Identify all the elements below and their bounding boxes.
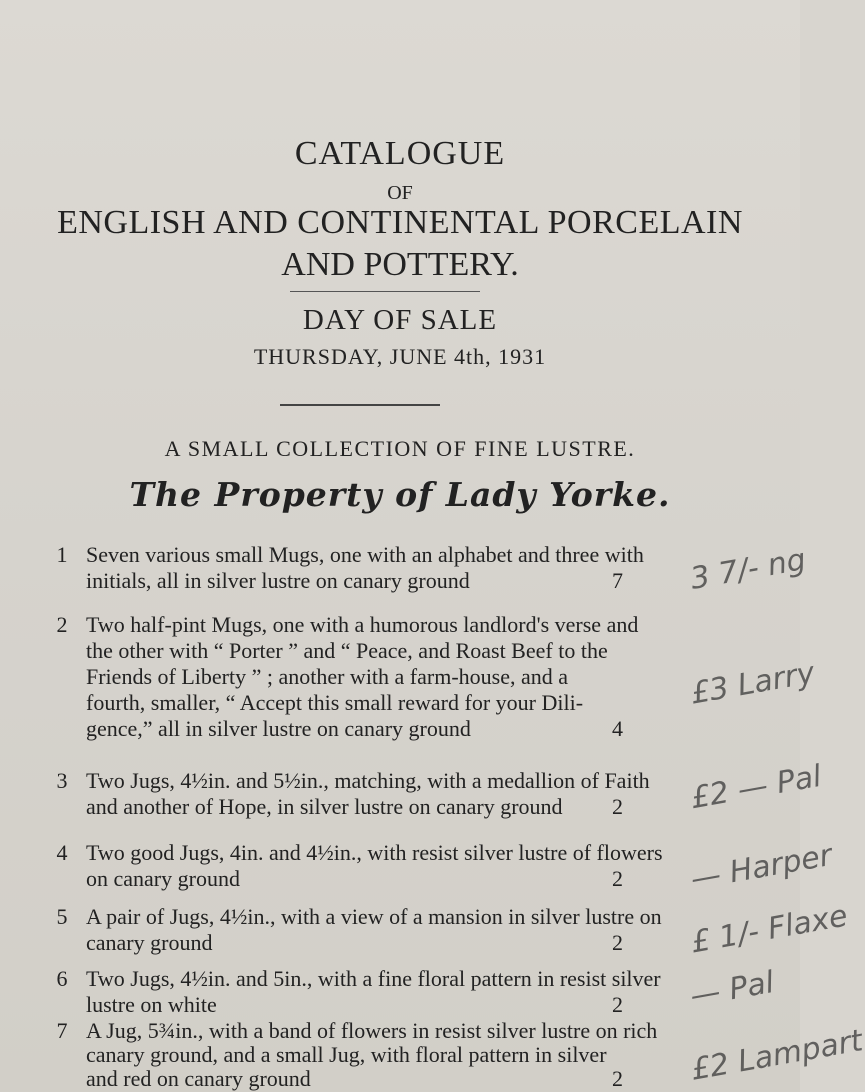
lot-description-line: canary ground, and a small Jug, with floral pattern in silver	[86, 1042, 607, 1067]
handwritten-annotation: — Pal	[687, 964, 777, 1015]
lot-quantity: 2	[612, 1066, 623, 1091]
lot-description-line: and another of Hope, in silver lustre on canary ground	[86, 794, 563, 819]
lot-description-line: initials, all in silver lustre on canary ground	[86, 568, 470, 593]
lot-number: 2	[56, 612, 68, 637]
lot-quantity: 7	[612, 568, 623, 593]
lot-description-line: and red on canary ground	[86, 1066, 311, 1091]
lot-number: 6	[56, 966, 68, 991]
lot-description-line: Seven various small Mugs, one with an alphabet and three with	[86, 542, 644, 567]
handwritten-annotation: £ 1/- Flaxe	[688, 898, 851, 961]
day-of-sale-heading: DAY OF SALE	[302, 304, 498, 336]
lot-description-line: A Jug, 5¾in., with a band of flowers in resist silver lustre on rich	[86, 1018, 658, 1043]
handwritten-annotation: £2 — Pal	[687, 758, 825, 817]
lot-number: 5	[56, 904, 68, 929]
handwritten-annotation: — Harper	[688, 837, 835, 898]
lot-description-line: the other with “ Porter ” and “ Peace, and Roast Beef to the	[86, 638, 608, 663]
lot-description-line: Two half-pint Mugs, one with a humorous landlord's verse and	[86, 612, 639, 637]
collection-heading: A SMALL COLLECTION OF FINE LUSTRE.	[164, 436, 636, 461]
lot-number: 1	[56, 542, 68, 567]
catalogue-of: OF	[387, 182, 413, 204]
lot-number: 3	[56, 768, 68, 793]
section-divider	[280, 404, 440, 406]
handwritten-annotation: 3 7/- ng	[687, 542, 809, 597]
lot-quantity: 4	[612, 716, 623, 741]
lot-description-line: fourth, smaller, “ Accept this small reward for your Dili-	[86, 690, 584, 715]
catalogue-title: CATALOGUE	[294, 135, 506, 172]
lot-description-line: gence,” all in silver lustre on canary ground	[86, 716, 471, 741]
lot-description-line: Two good Jugs, 4in. and 4½in., with resist silver lustre of flowers	[86, 840, 663, 865]
lot-quantity: 2	[612, 866, 623, 891]
lot-description-line: canary ground	[86, 930, 213, 955]
lot-number: 7	[56, 1018, 68, 1043]
lot-number: 4	[56, 840, 68, 865]
lot-quantity: 2	[612, 930, 623, 955]
catalogue-subject-line2: AND POTTERY.	[281, 246, 519, 283]
lot-description-line: Two Jugs, 4½in. and 5½in., matching, with a medallion of Faith	[86, 768, 650, 793]
sale-date: THURSDAY, JUNE 4th, 1931	[253, 344, 547, 369]
handwritten-annotation: £3 Larry	[687, 655, 818, 712]
lot-quantity: 2	[612, 794, 623, 819]
lot-description-line: A pair of Jugs, 4½in., with a view of a mansion in silver lustre on	[86, 904, 662, 929]
lot-description-line: Two Jugs, 4½in. and 5in., with a fine floral pattern in resist silver	[86, 966, 661, 991]
header-divider	[290, 291, 480, 292]
lot-quantity: 2	[612, 992, 623, 1017]
property-heading: The Property of Lady Yorke.	[129, 475, 671, 514]
catalogue-subject-line1: ENGLISH AND CONTINENTAL PORCELAIN	[57, 204, 743, 241]
lot-description-line: lustre on white	[86, 992, 217, 1017]
lot-description-line: Friends of Liberty ” ; another with a farm-house, and a	[86, 664, 569, 689]
handwritten-annotation: £2 Lampart	[688, 1023, 865, 1088]
lot-description-line: on canary ground	[86, 866, 240, 891]
